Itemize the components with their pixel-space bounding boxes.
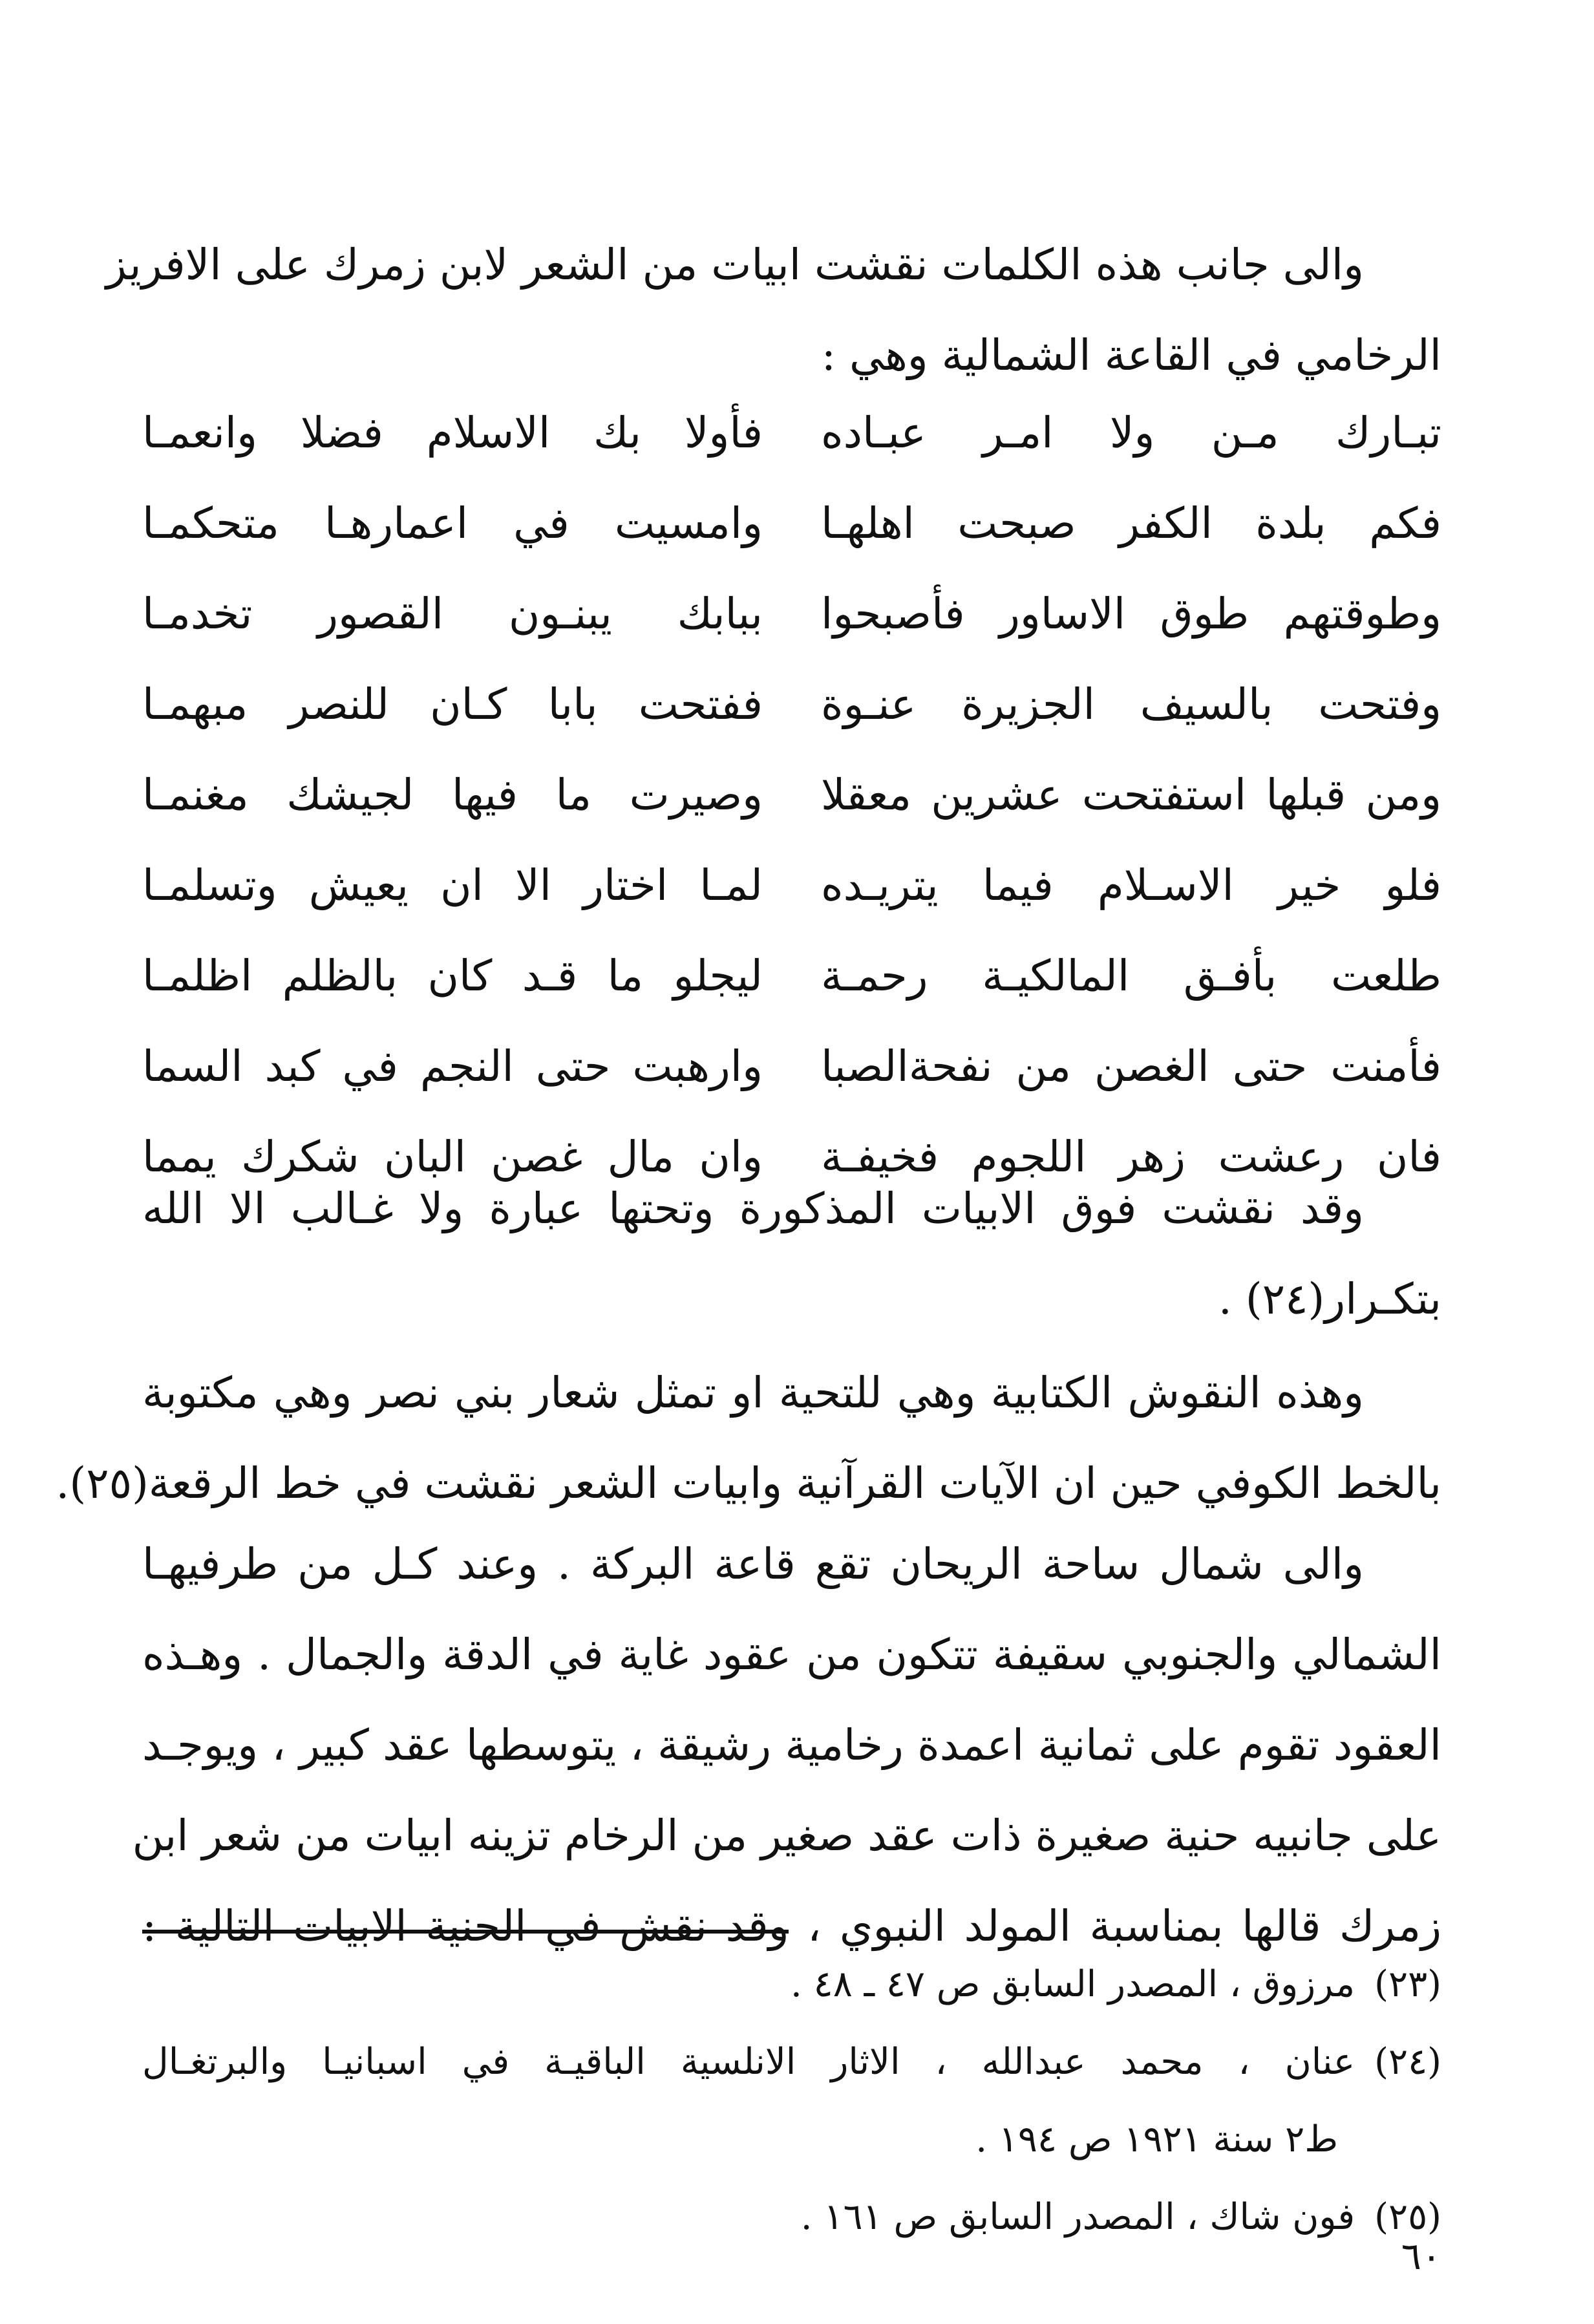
verse-first-hemistich: فلو خير الاسـلام فيما يتريـده — [821, 860, 1441, 910]
footnote — [142, 2023, 1441, 2101]
poem-verses — [142, 388, 1441, 1202]
verse-second-hemistich: وارهبت حتى النجم في كبد السما — [142, 1041, 763, 1091]
text-line: الشمالي والجنوبي سقيفة تتكون من عقود غاية في الدقة والجمال . وهـذه — [142, 1630, 1441, 1679]
verse-second-hemistich: ففتحت بابا كـان للنصر مبهمـا — [142, 679, 763, 729]
footnote-text: عنان ، محمد عبدالله ، الاثار الانلسية الباقيـة في اسبانيـا والبرتغـال — [142, 2041, 1355, 2083]
text-line: بالخط الكوفي حين ان الآيات القرآنية وابيات الشعر نقشت في خط الرقعة(٢٥). — [56, 1458, 1441, 1508]
text-line: وهذه النقوش الكتابية وهي للتحية او تمثل شعار بني نصر وهي مكتوبة — [142, 1368, 1364, 1418]
verse-first-hemistich: طلعت بأفـق المالكيـة رحمـة — [821, 951, 1441, 1001]
text-line: وقد نقشت فوق الابيات المذكورة وتحتها عبارة ولا غـالب الا الله — [142, 1184, 1364, 1233]
verse-second-hemistich: وامسيت في اعمارهـا متحكمـا — [142, 498, 763, 548]
text-line: الرخامي في القاعة الشمالية وهي : — [821, 330, 1441, 380]
verse-first-hemistich: فأمنت حتى الغصن من نفحةالصبا — [821, 1041, 1441, 1091]
verse-line — [142, 388, 1441, 478]
text-line: زمرك قالها بمناسبة المولد النبوي ، وقد نقش في الحنية الابيات التالية : — [142, 1901, 1441, 1951]
footnote-number: (٢٤) — [1374, 2041, 1441, 2083]
verse-second-hemistich: ليجلو ما قـد كان بالظلم اظلمـا — [142, 951, 763, 1001]
verse-line — [142, 931, 1441, 1021]
paragraph-intro — [105, 220, 1441, 401]
paragraph-kufic-script — [56, 1348, 1441, 1529]
verse-second-hemistich: وان مال غصن البان شكرك يمما — [142, 1132, 763, 1182]
verse-line — [142, 1021, 1441, 1112]
verse-second-hemistich: وصيرت ما فيها لجيشك مغنمـا — [142, 770, 763, 820]
footnote — [142, 1946, 1441, 2023]
text-line: العقود تقوم على ثمانية اعمدة رخامية رشيقة ، يتوسطها عقد كبير ، ويوجـد — [142, 1720, 1441, 1770]
footnotes — [142, 1946, 1441, 2256]
verse-first-hemistich: تبـارك مـن ولا امـر عبـاده — [821, 408, 1441, 458]
footnote-number: (٢٥) — [1374, 2196, 1441, 2238]
verse-first-hemistich: ومن قبلها استفتحت عشرين معقلا — [821, 770, 1441, 820]
footnote — [142, 2179, 1441, 2256]
text-line: على جانبيه حنية صغيرة ذات عقد صغير من الرخام تزينه ابيات من شعر ابن — [132, 1811, 1441, 1860]
verse-line — [142, 478, 1441, 569]
verse-line — [142, 840, 1441, 931]
footnote-text: فون شاك ، المصدر السابق ص ١٦١ . — [800, 2196, 1355, 2238]
verse-first-hemistich: وفتحت بالسيف الجزيرة عنـوة — [821, 679, 1441, 729]
verse-line — [142, 750, 1441, 840]
paragraph-pool-court — [132, 1519, 1441, 1972]
verse-first-hemistich: وطوقتهم طوق الاساور فأصبحوا — [821, 589, 1441, 639]
verse-first-hemistich: فكم بلدة الكفر صبحت اهلهـا — [821, 498, 1441, 548]
text-line: والى جانب هذه الكلمات نقشت ابيات من الشعر لابن زمرك على الافريز — [105, 240, 1364, 290]
footnote-text: مرزوق ، المصدر السابق ص ٤٧ ـ ٤٨ . — [791, 1963, 1355, 2005]
paragraph-inscription-note — [142, 1164, 1441, 1345]
verse-line — [142, 659, 1441, 750]
verse-line — [142, 569, 1441, 659]
verse-second-hemistich: ببابك يبنـون القصور تخدمـا — [142, 589, 763, 639]
verse-first-hemistich: فان رعشت زهر اللجوم فخيفـة — [821, 1132, 1441, 1182]
text-line: والى شمال ساحة الريحان تقع قاعة البركة . وعند كـل من طرفيهـا — [142, 1539, 1364, 1589]
footnote-continuation: ط٢ سنة ١٩٢١ ص ١٩٤ . — [975, 2118, 1338, 2160]
verse-second-hemistich: لمـا اختار الا ان يعيش وتسلمـا — [142, 860, 763, 910]
text-line: بتكـرار(٢٤) . — [1218, 1274, 1441, 1324]
footnote-number: (٢٣) — [1374, 1963, 1441, 2005]
verse-second-hemistich: فأولا بك الاسلام فضلا وانعمـا — [142, 408, 763, 458]
footnote-divider — [142, 1930, 789, 1934]
page-number: ٦٠ — [1401, 2234, 1441, 2278]
